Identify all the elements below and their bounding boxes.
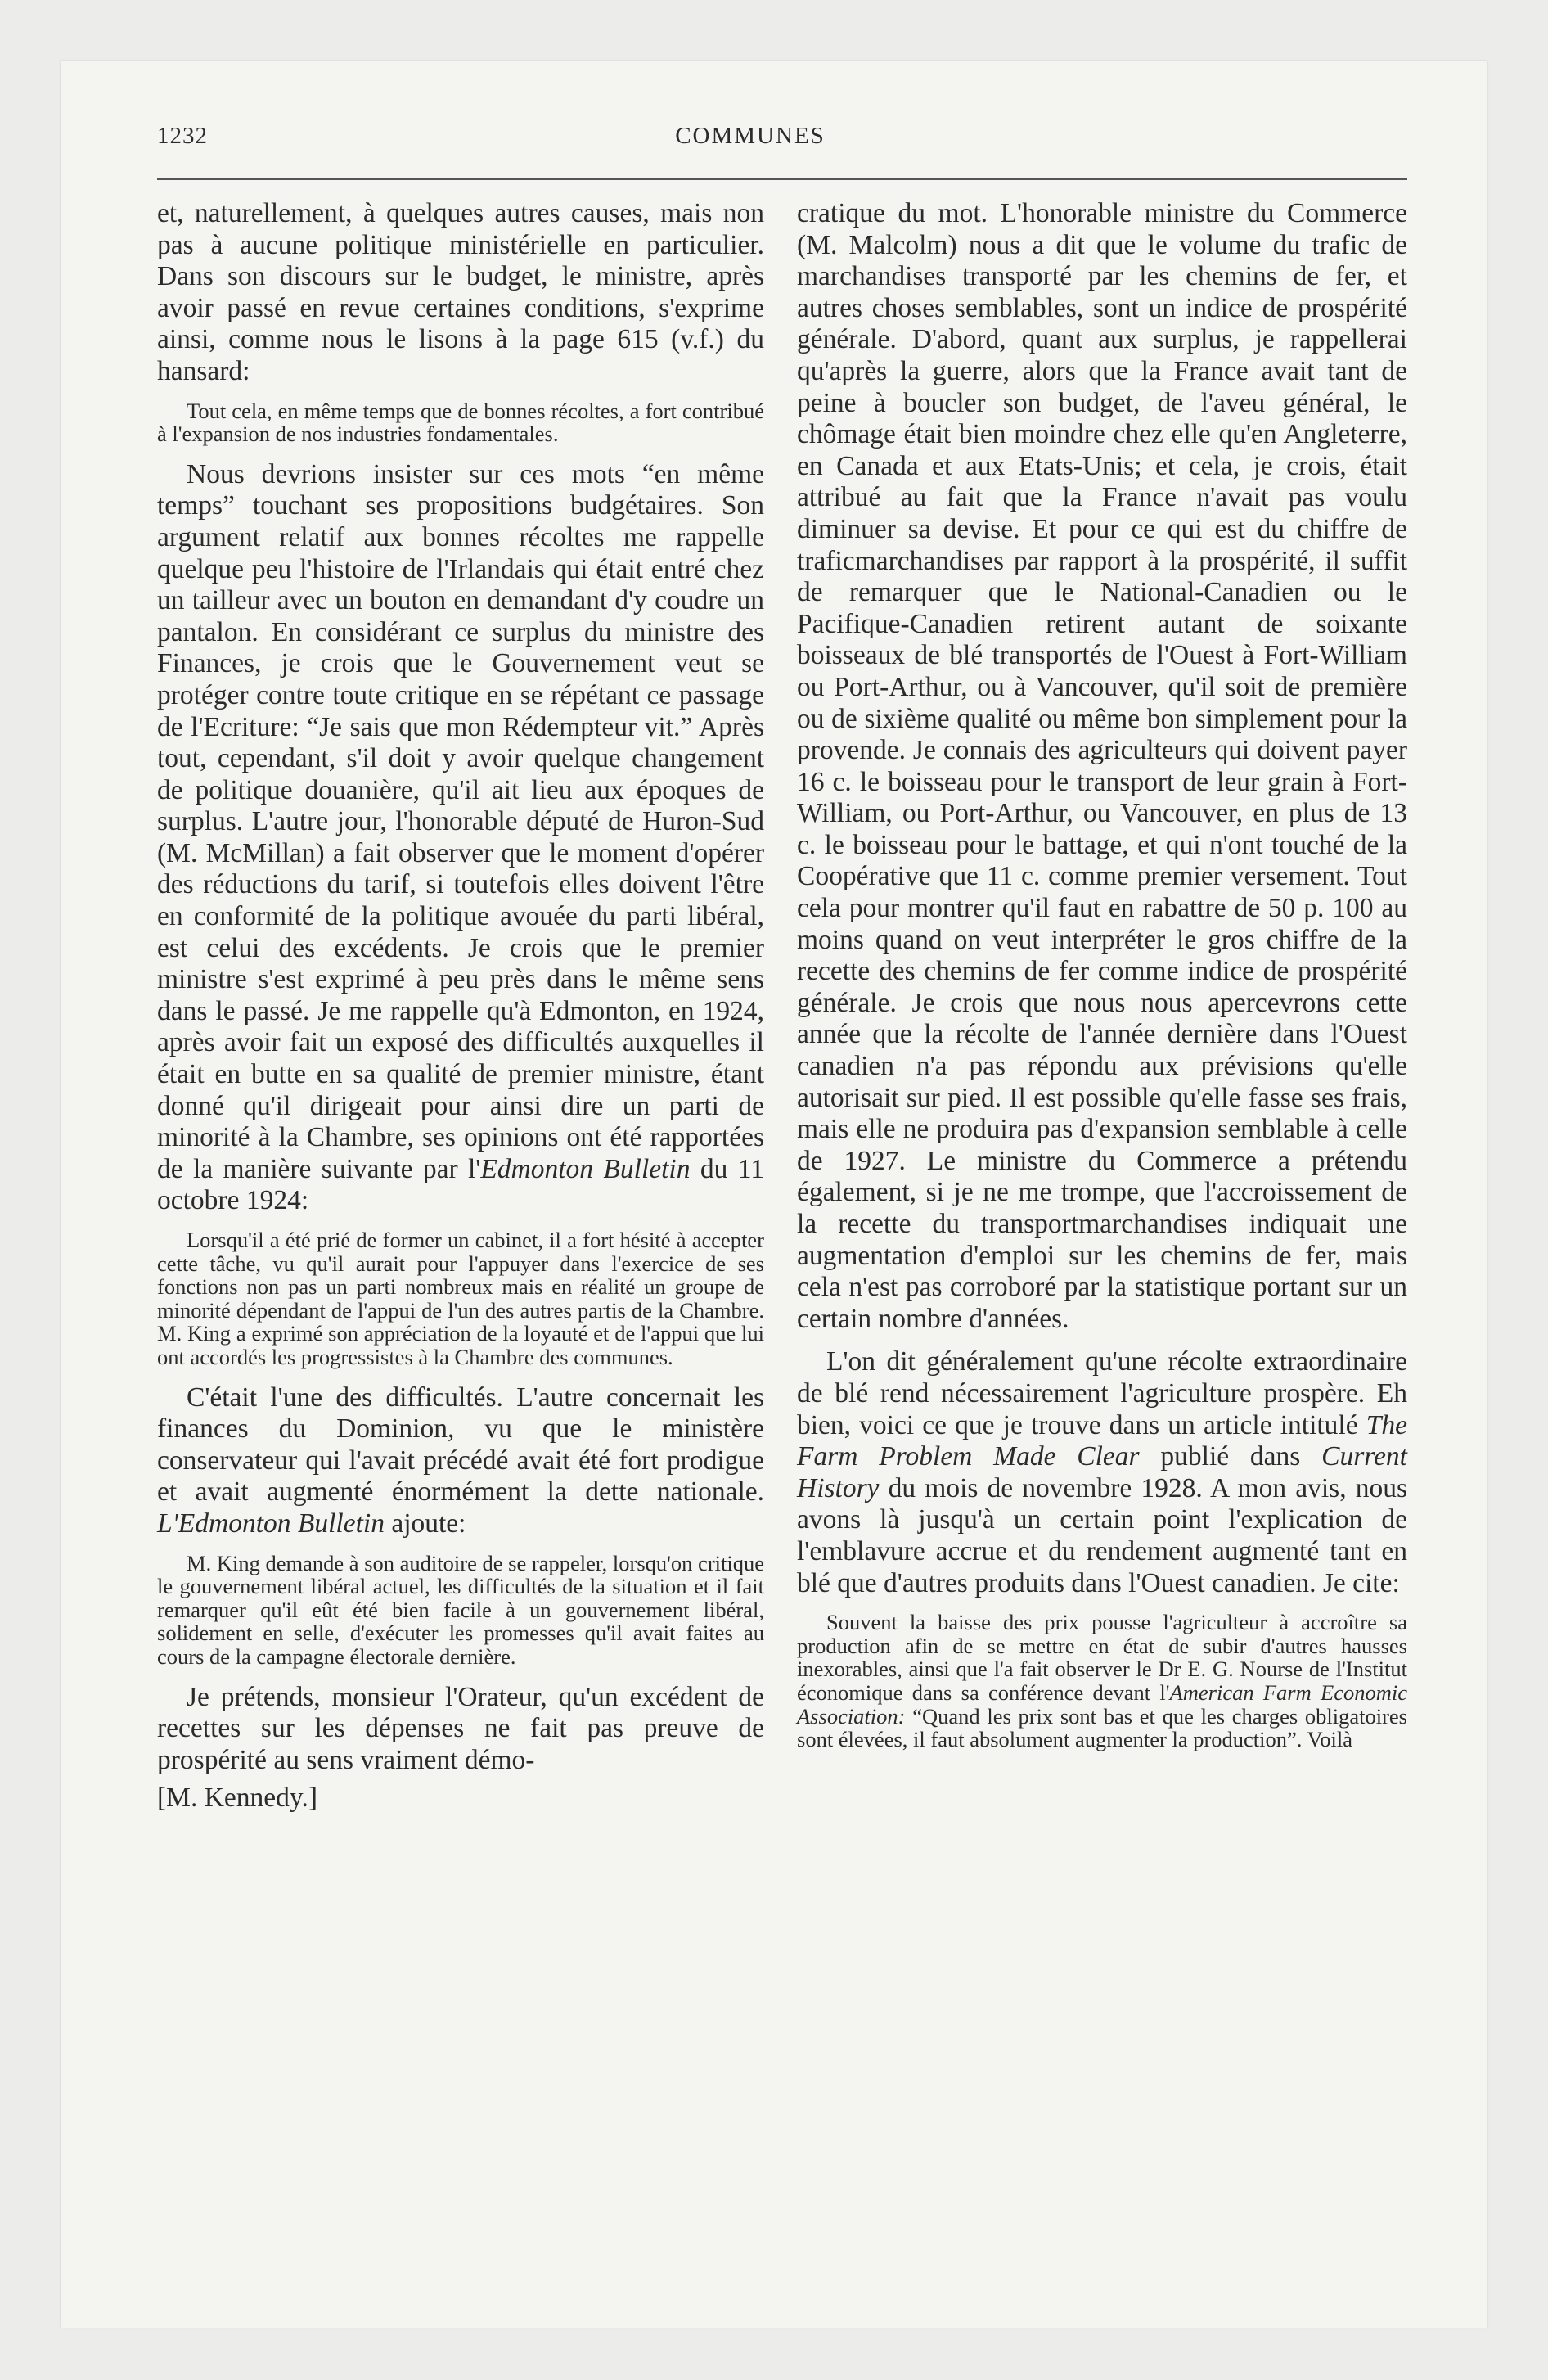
left-column (157, 198, 764, 1814)
paragraph (797, 1346, 1407, 1599)
paragraph-text: publié dans (1139, 1441, 1322, 1472)
header-rule (157, 178, 1407, 180)
block-quote: M. King demande à son auditoire de se rappeler, lorsqu'on critique le gouvernement libéral actuel, les difficultés de la situation et il fait remarquer qu'il eût été bien facile à un gouvernement libéral, solidement en selle, d'exécuter les promesses qu'il avait faites au cours de la campagne électorale dernière. (157, 1550, 764, 1669)
paragraph-text: Nous devrions insister sur ces mots “en même temps” touchant ses propositions budgétaires. Son argument relatif aux bonnes récoltes me rappelle quelque peu l'histoire de l'Irlandais qui était entré chez un tailleur avec un bouton en demandant d'y coudre un pantalon. En considérant ce surplus du ministre des Finances, je crois que le Gouvernement veut se protéger contre toute critique en se répétant ce passage de l'Ecriture: “Je sais que mon Rédempteur vit.” Après tout, cependant, s'il doit y avoir quelque changement de politique douanière, qu'il ait lieu aux époques de surplus. L'autre jour, l'honorable député de Huron-Sud (M. McMillan) a fait observer que le moment d'opérer des réductions du tarif, si toutefois elles doivent l'être en conformité de la politique avouée du parti libéral, est celui des excédents. Je crois que le premier ministre s'est exprimé à peu près dans le même sens dans le passé. Je me rappelle qu'à Edmonton, en 1924, après avoir fait un exposé des difficultés auxquelles il était en butte en sa qualité de premier ministre, étant donné qu'il dirigeait pour ainsi dire un parti de minorité à la Chambre, ses opinions ont été rapportées de la manière suivante par l' (157, 458, 764, 1184)
paragraph: cratique du mot. L'honorable ministre du Commerce (M. Malcolm) nous a dit que le volume du trafic de marchandises transporté par les chemins de fer, et autres choses semblables, sont un indice de prospérité générale. D'abord, quant aux surplus, je rappellerai qu'après la guerre, alors que la France avait tant de peine à boucler son budget, de l'aveu général, le chômage était bien moindre chez elle qu'en Angleterre, en Canada et aux Etats-Unis; et cela, je crois, était attribué au fait que la France n'avait pas voulu diminuer sa devise. Et pour ce qui est du chiffre de traficmarchandises par rapport à la prospérité, il suffit de remarquer que le National-Canadien ou le Pacifique-Canadien retirent autant de soixante boisseaux de blé transportés de l'Ouest à Fort-William ou Port-Arthur, ou à Vancouver, qu'il soit de première ou de sixième qualité ou même bon simplement pour la provende. Je connais des agriculteurs qui doivent payer 16 c. le boisseau pour le transport de leur grain à Fort-William, ou Port-Arthur, ou Vancouver, en plus de 13 c. le boisseau pour le battage, et qui n'ont touché de la Coopérative que 11 c. comme premier versement. Tout cela pour montrer qu'il faut en rabattre de 50 p. 100 au moins quand on veut interpréter le gros chiffre de la recette des chemins de fer comme indice de prospérité générale. Je crois que nous nous apercevrons cette année que la récolte de l'année dernière dans l'Ouest canadien n'a pas répondu aux prévisions qu'elle autorisait sur pied. Il est possible qu'elle fasse ses frais, mais elle ne produira pas d'expansion semblable à celle de 1927. Le ministre du Commerce a prétendu également, si je ne me trompe, que l'accroissement de la recette du transportmarchandises indiquait une augmentation d'emploi sur les chemins de fer, mais cela n'est pas corroboré par la statistique portant sur un certain nombre d'années. (797, 198, 1407, 1334)
quote-text: “Quand les prix sont bas et que les charges obligatoires sont élevées, il faut absolument augmenter la production”. Voilà (797, 1703, 1407, 1752)
publication-title: Current History (797, 1441, 1407, 1503)
block-quote: Lorsqu'il a été prié de former un cabinet, il a fort hésité à accepter cette tâche, vu qu'il aurait pour l'appuyer dans l'exercice de ses fonctions non pas un parti nombreux mais en réalité un groupe de minorité dépendant de l'appui de l'un des autres partis de la Chambre. M. King a exprimé son appréciation de la loyauté et de l'appui que lui ont accordés les progressistes à la Chambre des communes. (157, 1228, 764, 1369)
article-title: The Farm Problem Made Clear (797, 1409, 1407, 1472)
page-header (93, 123, 1407, 159)
paragraph-text: du 11 octobre 1924: (157, 1153, 764, 1216)
publication-title: Edmonton Bulletin (480, 1153, 691, 1184)
page-number: 1232 (157, 123, 208, 149)
paragraph: Je prétends, monsieur l'Orateur, qu'un excédent de recettes sur les dépenses ne fait pas preuve de prospérité au sens vraiment démo- (157, 1681, 764, 1775)
block-quote: Tout cela, en même temps que de bonnes récoltes, a fort contribué à l'expansion de nos industries fondamentales. (157, 398, 764, 447)
paragraph (157, 459, 764, 1217)
block-quote (797, 1611, 1407, 1751)
association-name: American Farm Economic Association: (797, 1679, 1407, 1729)
quote-text: Souvent la baisse des prix pousse l'agriculteur à accroître sa production afin de se mettre en état de subir d'autres hausses inexorables, ainsi que l'a fait observer le Dr E. G. Nourse de l'Institut économique dans sa conférence devant l' (797, 1610, 1407, 1705)
paragraph-text: L'on dit généralement qu'une récolte extraordinaire de blé rend nécessairement l'agriculture prospère. Eh bien, voici ce que je trouve dans un article intitulé (797, 1346, 1407, 1440)
running-title: COMMUNES (675, 123, 826, 149)
paragraph-text: du mois de novembre 1928. A mon avis, nous avons là jusqu'à un certain point l'explication de l'emblavure accrue et du rendement augmenté tant en blé que d'autres produits dans l'Ouest canadien. Je cite: (797, 1472, 1407, 1598)
paragraph-text: ajoute: (384, 1508, 466, 1539)
paragraph (157, 1382, 764, 1540)
speaker-attribution: [M. Kennedy.] (157, 1783, 317, 1814)
publication-title: L'Edmonton Bulletin (157, 1508, 385, 1539)
paragraph: et, naturellement, à quelques autres causes, mais non pas à aucune politique ministérielle en particulier. Dans son discours sur le budget, le ministre, après avoir passé en revue certaines conditions, s'exprime ainsi, comme nous le lisons à la page 615 (v.f.) du hansard: (157, 198, 764, 386)
paragraph-text: C'était l'une des difficultés. L'autre concernait les finances du Dominion, vu que le ministère conservateur qui l'avait précédé avait été fort prodigue et avait augmenté énormément la dette nationale. (157, 1382, 764, 1508)
right-column (797, 198, 1407, 1765)
